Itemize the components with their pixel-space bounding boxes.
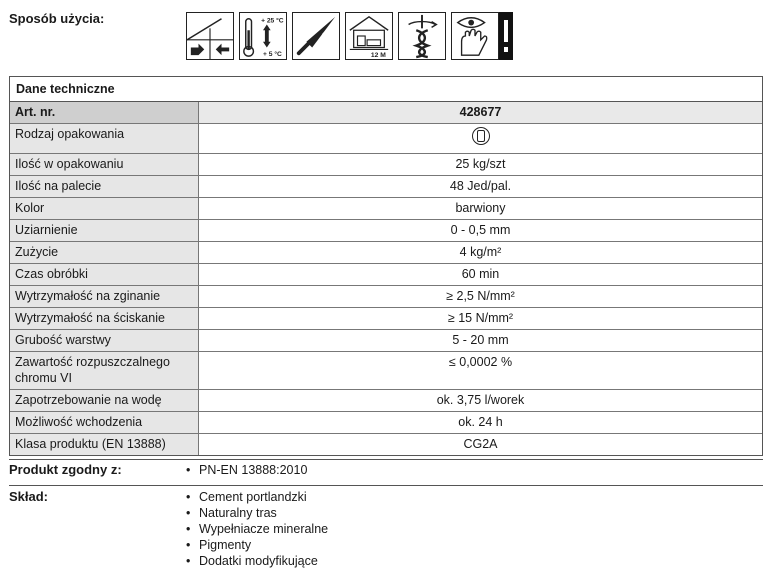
row-label: Zapotrzebowanie na wodę (10, 390, 199, 412)
row-value: 428677 (199, 102, 763, 124)
table-row (10, 390, 762, 412)
mixer-icon (398, 12, 446, 60)
compliance-label: Produkt zgodny z: (9, 462, 122, 477)
temperature-range-icon (239, 12, 287, 60)
table-row (10, 124, 762, 154)
usage-icons (186, 12, 513, 62)
table-row (10, 102, 762, 124)
technical-data-table (10, 102, 762, 455)
table-row (10, 264, 762, 286)
table-row (10, 412, 762, 434)
row-label: Wytrzymałość na zginanie (10, 286, 199, 308)
usage-label: Sposób użycia: (9, 11, 105, 26)
table-row (10, 434, 762, 456)
technical-data-section (9, 76, 763, 456)
application-direction-icon (186, 12, 234, 60)
row-label: Art. nr. (10, 102, 199, 124)
table-row (10, 220, 762, 242)
table-row (10, 352, 762, 390)
section-divider (9, 459, 763, 460)
min-temp-text: + 5 °C (263, 51, 282, 59)
bag-packaging-icon (472, 127, 490, 145)
list-item: • Naturalny tras (186, 505, 328, 521)
table-row (10, 198, 762, 220)
table-row (10, 308, 762, 330)
row-value: 25 kg/szt (199, 154, 763, 176)
technical-data-title: Dane techniczne (10, 77, 762, 102)
storage-duration-text: 12 M (370, 52, 386, 59)
row-label: Uziarnienie (10, 220, 199, 242)
safety-icon (451, 12, 499, 60)
row-label: Zawartość rozpuszczalnego chromu VI (10, 352, 199, 390)
section-divider (9, 485, 763, 486)
table-row (10, 176, 762, 198)
row-label: Czas obróbki (10, 264, 199, 286)
row-value: 0 - 0,5 mm (199, 220, 763, 242)
row-value: barwiony (199, 198, 763, 220)
warning-exclamation-icon (499, 12, 513, 60)
trowel-icon (292, 12, 340, 60)
list-item: • PN-EN 13888:2010 (186, 462, 307, 478)
table-row (10, 330, 762, 352)
row-value: 48 Jed/pal. (199, 176, 763, 198)
table-row (10, 242, 762, 264)
row-value: ok. 24 h (199, 412, 763, 434)
row-value: 4 kg/m² (199, 242, 763, 264)
row-value: ≥ 2,5 N/mm² (199, 286, 763, 308)
row-label: Grubość warstwy (10, 330, 199, 352)
row-value: CG2A (199, 434, 763, 456)
list-item: • Wypełniacze mineralne (186, 521, 328, 537)
row-label: Rodzaj opakowania (10, 124, 199, 154)
table-row (10, 154, 762, 176)
row-value: 60 min (199, 264, 763, 286)
row-label: Zużycie (10, 242, 199, 264)
storage-icon (345, 12, 393, 60)
row-value: 5 - 20 mm (199, 330, 763, 352)
row-label: Możliwość wchodzenia (10, 412, 199, 434)
row-label: Ilość na palecie (10, 176, 199, 198)
list-item: • Cement portlandzki (186, 489, 328, 505)
row-label: Wytrzymałość na ściskanie (10, 308, 199, 330)
row-value: ok. 3,75 l/worek (199, 390, 763, 412)
composition-list (186, 489, 328, 569)
row-value: ≥ 15 N/mm² (199, 308, 763, 330)
list-item: • Dodatki modyfikujące (186, 553, 328, 569)
row-label: Kolor (10, 198, 199, 220)
composition-label: Skład: (9, 489, 49, 504)
list-item: • Pigmenty (186, 537, 328, 553)
row-label: Ilość w opakowaniu (10, 154, 199, 176)
row-value: ≤ 0,0002 % (199, 352, 763, 390)
row-label: Klasa produktu (EN 13888) (10, 434, 199, 456)
row-value (199, 124, 763, 154)
compliance-list (186, 462, 307, 478)
max-temp-text: + 25 °C (261, 17, 284, 25)
table-row (10, 286, 762, 308)
